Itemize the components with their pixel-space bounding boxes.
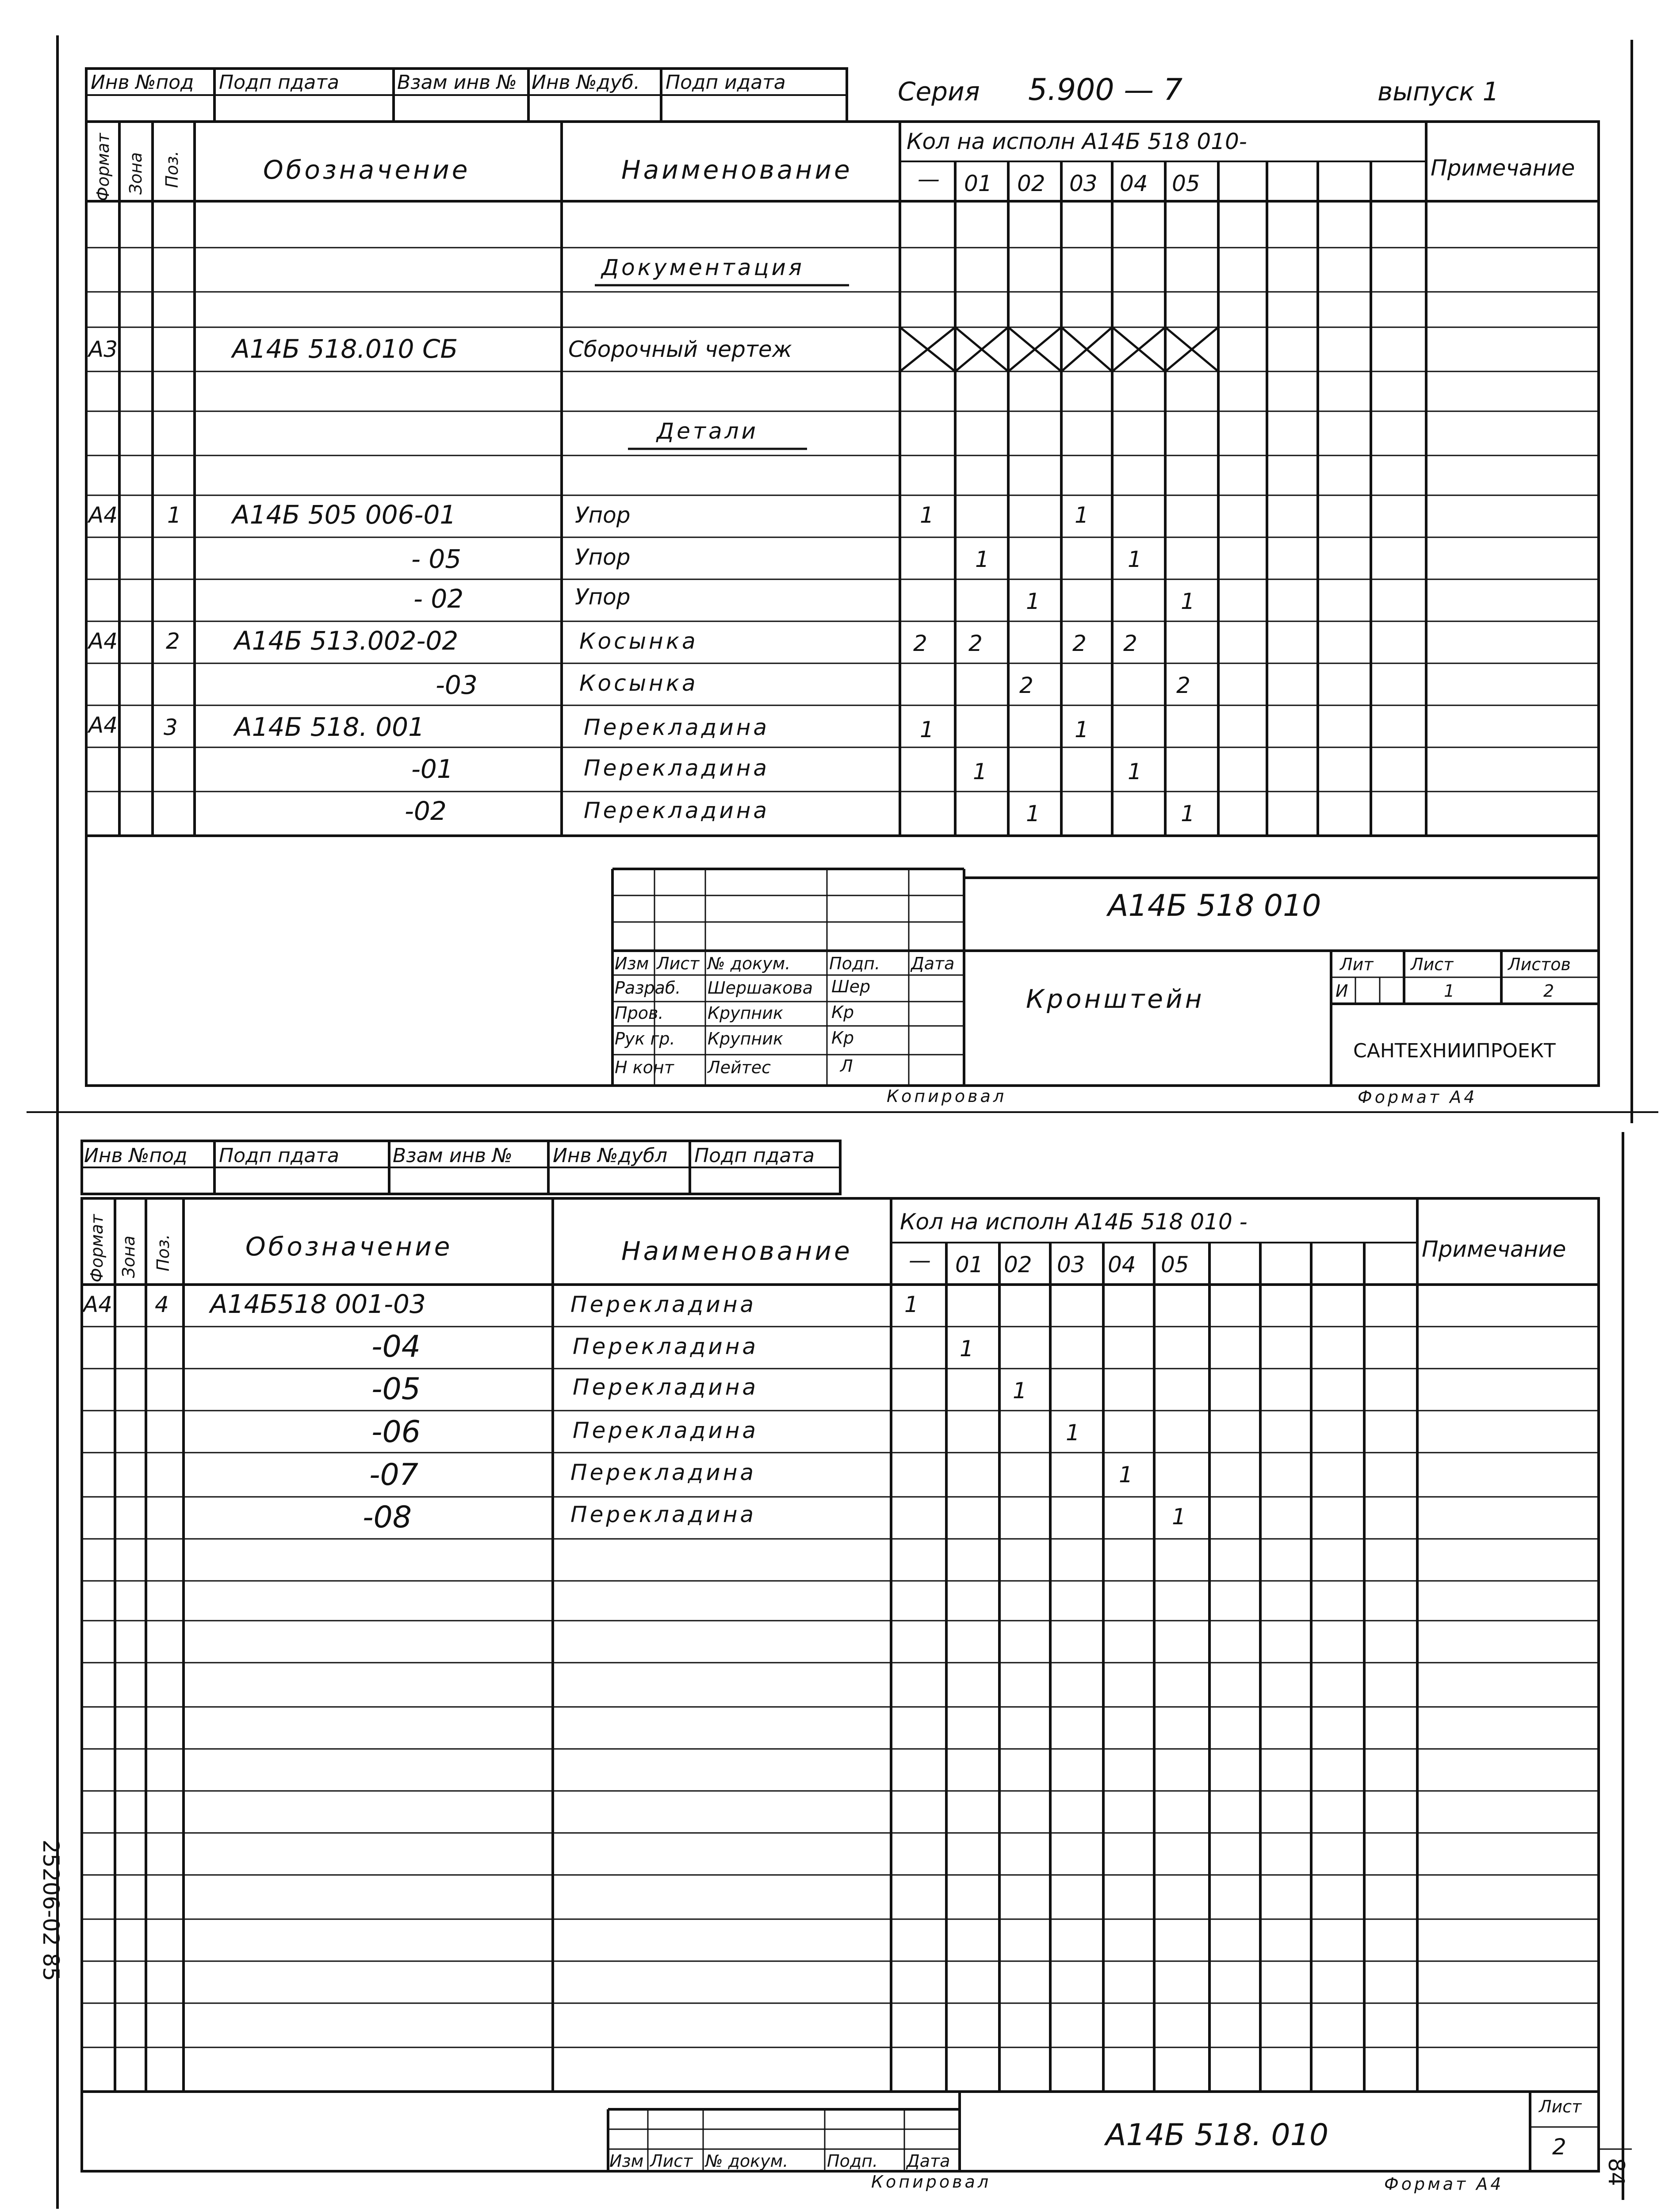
row-designation: -07 xyxy=(369,1457,419,1492)
row-qty: 1 xyxy=(1075,717,1089,742)
tb-role: Пров. xyxy=(615,1003,664,1023)
row-name: Перекладина xyxy=(570,1292,757,1317)
tb-signature: Шер xyxy=(831,977,871,996)
row-name: Перекладина xyxy=(584,755,770,781)
row-pos: 4 xyxy=(155,1292,169,1317)
row-qty: 2 xyxy=(1019,673,1033,698)
doc-code: А14Б 518 010 xyxy=(1108,888,1321,923)
row-name: Упор xyxy=(575,584,631,610)
variant-header: 05 xyxy=(1172,171,1200,196)
row-designation: - 05 xyxy=(411,544,462,574)
header-pos: Поз. xyxy=(153,1234,173,1271)
tb-col: Дата xyxy=(911,954,955,973)
row-designation: А14Б 505 006-01 xyxy=(232,500,456,530)
row-designation: -01 xyxy=(411,754,453,784)
row-designation: А14Б 518.010 СБ xyxy=(232,334,458,364)
variant-header: 01 xyxy=(955,1252,984,1278)
stamp-cell: Подп пдата xyxy=(219,71,339,94)
row-qty: 1 xyxy=(920,502,934,528)
tb-role: Н конт xyxy=(615,1058,674,1077)
row-name: Перекладина xyxy=(573,1418,759,1443)
tb-col: Изм xyxy=(615,954,649,973)
row-name: Перекладина xyxy=(570,1460,757,1485)
row-qty: 1 xyxy=(1128,547,1142,572)
tb-person: Лейтес xyxy=(708,1058,771,1077)
tb-col: № докум. xyxy=(708,954,791,973)
header-designation: Обозначение xyxy=(245,1232,453,1262)
tb-person: Крупник xyxy=(708,1003,783,1023)
series-label: Серия xyxy=(898,77,980,107)
row-pos: 1 xyxy=(167,502,181,528)
header-designation: Обозначение xyxy=(263,155,471,185)
header-name: Наименование xyxy=(621,155,853,185)
row-name: Перекладина xyxy=(570,1502,757,1527)
stamp-cell: Подп идата xyxy=(666,71,786,94)
row-name: Сборочный чертеж xyxy=(568,337,792,362)
variant-header: 02 xyxy=(1004,1252,1032,1278)
row-format: А4 xyxy=(83,1292,113,1317)
stamp-cell: Инв №дуб. xyxy=(532,71,640,94)
row-qty: 1 xyxy=(1066,1420,1080,1446)
row-qty: 2 xyxy=(1176,673,1190,698)
section-parts: Детали xyxy=(657,418,759,444)
stamp-cell: Подп пдата xyxy=(219,1144,339,1167)
stamp-cell: Инв №под xyxy=(91,71,194,94)
header-format: Формат xyxy=(93,133,113,201)
row-qty: 1 xyxy=(1026,801,1040,826)
header-note: Примечание xyxy=(1422,1236,1566,1262)
row-name: Упор xyxy=(575,502,631,528)
row-name: Косынка xyxy=(579,670,698,696)
row-name: Косынка xyxy=(579,628,698,654)
side-archive-number: 25206-02 85 xyxy=(38,1840,64,1981)
tb-person: Крупник xyxy=(708,1029,783,1048)
row-designation: А14Б 518. 001 xyxy=(234,712,425,742)
variant-header: 03 xyxy=(1069,171,1098,196)
row-name: Перекладина xyxy=(573,1374,759,1400)
row-qty: 1 xyxy=(1128,759,1142,784)
row-designation: -06 xyxy=(371,1415,421,1450)
row-qty: 1 xyxy=(1026,589,1040,614)
row-qty: 1 xyxy=(975,547,989,572)
format-label: Формат А4 xyxy=(1384,2174,1504,2194)
row-qty: 1 xyxy=(1181,589,1195,614)
row-name: Упор xyxy=(575,544,631,570)
tb-person: Шершакова xyxy=(708,978,813,998)
row-qty: 1 xyxy=(1181,801,1195,826)
tb-sheet-label: Лист xyxy=(1411,955,1454,974)
row-qty: 1 xyxy=(960,1336,974,1362)
variant-header: 03 xyxy=(1057,1252,1085,1278)
section-documentation: Документация xyxy=(601,255,804,280)
variant-header: 04 xyxy=(1108,1252,1136,1278)
header-format: Формат xyxy=(87,1214,107,1282)
row-qty: 1 xyxy=(1075,502,1089,528)
header-name: Наименование xyxy=(621,1236,853,1266)
row-name: Перекладина xyxy=(584,715,770,740)
row-qty: 1 xyxy=(1172,1504,1186,1530)
doc-title: Кронштейн xyxy=(1026,984,1205,1014)
tb-col: Подп. xyxy=(827,2151,878,2171)
row-format: А4 xyxy=(88,712,118,738)
variant-header: 01 xyxy=(964,171,992,196)
header-zone: Зона xyxy=(126,152,145,195)
tb-lit-label: Лит xyxy=(1340,955,1374,974)
row-name: Перекладина xyxy=(584,798,770,823)
doc-code: А14Б 518. 010 xyxy=(1106,2118,1329,2153)
tb-role: Рук гр. xyxy=(615,1029,675,1048)
row-qty: 1 xyxy=(1013,1378,1027,1404)
copied-by: Копировал xyxy=(871,2172,991,2192)
variant-header: 02 xyxy=(1017,171,1045,196)
row-designation: -05 xyxy=(371,1372,421,1407)
tb-sheets-label: Листов xyxy=(1508,955,1571,974)
row-format: А3 xyxy=(88,337,118,362)
header-qty: Кол на исполн А14Б 518 010- xyxy=(907,129,1247,154)
row-qty: 1 xyxy=(1119,1462,1133,1488)
tb-signature: Кр xyxy=(831,1028,854,1048)
stamp-cell: Взам инв № xyxy=(397,71,517,94)
tb-lit-value: И xyxy=(1336,981,1348,1001)
row-pos: 3 xyxy=(164,715,178,740)
row-qty: 2 xyxy=(968,631,983,656)
row-designation: А14Б518 001-03 xyxy=(210,1289,426,1319)
row-format: А4 xyxy=(88,502,118,528)
format-label: Формат А4 xyxy=(1358,1087,1477,1107)
variant-header: 05 xyxy=(1161,1252,1189,1278)
row-qty: 1 xyxy=(973,759,987,784)
tb-col: Изм xyxy=(609,2151,644,2171)
row-designation: - 02 xyxy=(413,584,464,614)
variant-header: 04 xyxy=(1120,171,1148,196)
row-qty: 1 xyxy=(920,717,934,742)
row-designation: -03 xyxy=(436,670,478,700)
stamp-cell: Подп пдата xyxy=(694,1144,815,1167)
tb-sheet-label: Лист xyxy=(1539,2097,1582,2116)
tb-role: Разраб. xyxy=(615,978,681,998)
tb-col: Дата xyxy=(907,2151,950,2171)
tb-signature: Л xyxy=(840,1056,853,1076)
stamp-cell: Инв №дубл xyxy=(553,1144,668,1167)
organization: САНТЕХНИИПРОЕКТ xyxy=(1353,1040,1556,1062)
row-designation: -04 xyxy=(371,1329,421,1364)
header-qty: Кол на исполн А14Б 518 010 - xyxy=(900,1209,1248,1235)
row-name: Перекладина xyxy=(573,1334,759,1359)
row-designation: -08 xyxy=(363,1500,412,1535)
stamp-cell: Инв №под xyxy=(84,1144,188,1167)
tb-col: Лист xyxy=(650,2151,693,2171)
tb-col: Подп. xyxy=(829,954,880,973)
header-pos: Поз. xyxy=(162,150,182,188)
tb-col: № докум. xyxy=(705,2151,788,2171)
header-zone: Зона xyxy=(119,1236,138,1278)
tb-sheets-value: 2 xyxy=(1543,981,1554,1001)
row-designation: А14Б 513.002-02 xyxy=(234,626,459,656)
row-qty: 1 xyxy=(904,1292,918,1317)
header-note: Примечание xyxy=(1431,155,1575,181)
row-qty: 2 xyxy=(1072,631,1087,656)
row-qty: 2 xyxy=(1123,631,1137,656)
tb-sheet-value: 1 xyxy=(1444,981,1455,1001)
row-pos: 2 xyxy=(166,628,180,654)
tb-col: Лист xyxy=(657,954,700,973)
tb-sheet-value: 2 xyxy=(1552,2134,1566,2160)
row-qty: 2 xyxy=(913,631,927,656)
variant-header: — xyxy=(918,166,940,192)
series-value: 5.900 — 7 xyxy=(1028,73,1183,107)
copied-by: Копировал xyxy=(887,1086,1007,1106)
row-format: А4 xyxy=(88,628,118,654)
issue-number: выпуск 1 xyxy=(1378,77,1499,107)
tb-signature: Кр xyxy=(831,1002,854,1022)
variant-header: — xyxy=(909,1247,931,1273)
page-number: 84 xyxy=(1603,2158,1629,2186)
stamp-cell: Взам инв № xyxy=(393,1144,513,1167)
row-designation: -02 xyxy=(405,796,447,826)
